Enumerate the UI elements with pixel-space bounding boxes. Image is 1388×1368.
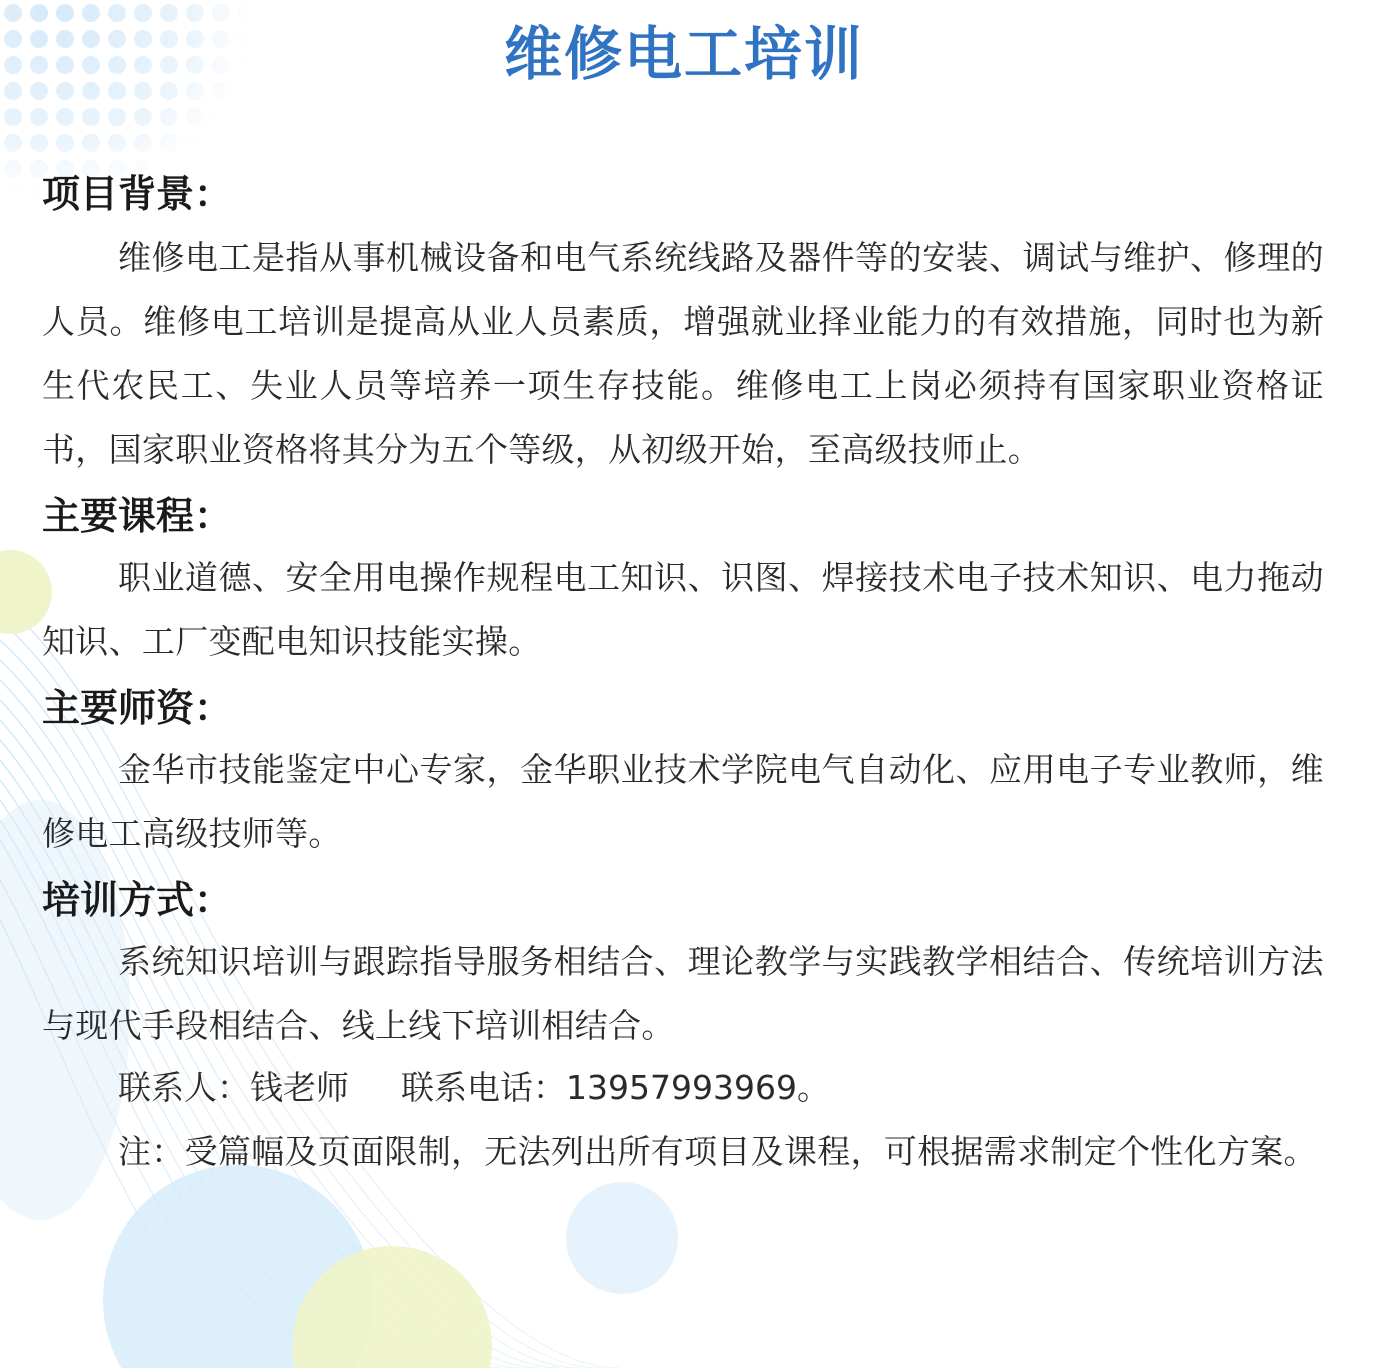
section-text-teachers: 金华市技能鉴定中心专家，金华职业技术学院电气自动化、应用电子专业教师，维修电工高级技师等。 <box>42 750 1324 853</box>
section-text-training-method: 系统知识培训与跟踪指导服务相结合、理论教学与实践教学相结合、传统培训方法与现代手段相结合、线上线下培训相结合。 <box>42 942 1324 1045</box>
section-heading-courses: 主要课程： <box>42 494 233 538</box>
contact-phone: 联系电话：13957993969。 <box>401 1068 830 1107</box>
section-text-courses: 职业道德、安全用电操作规程电工知识、识图、焊接技术电子技术知识、电力拖动知识、工厂变配电知识技能实操。 <box>42 558 1324 661</box>
section-heading-training-method: 培训方式： <box>42 878 233 922</box>
section-text-background: 维修电工是指从事机械设备和电气系统线路及器件等的安装、调试与维护、修理的人员。维修电工培训是提高从业人员素质，增强就业择业能力的有效措施，同时也为新生代农民工、失业人员等培养一项生存技能。维修电工上岗必须持有国家职业资格证书，国家职业资格将其分为五个等级，从初级开始，至高级技师止。 <box>42 238 1324 469</box>
contact-person: 联系人：钱老师 <box>118 1068 349 1107</box>
section-heading-teachers: 主要师资： <box>42 686 233 730</box>
note-text: 注：受篇幅及页面限制，无法列出所有项目及课程，可根据需求制定个性化方案。 <box>118 1132 1317 1171</box>
section-heading-background: 项目背景： <box>42 172 233 216</box>
page-title: 维修电工培训 <box>503 20 864 88</box>
contact-line <box>118 1056 830 1120</box>
